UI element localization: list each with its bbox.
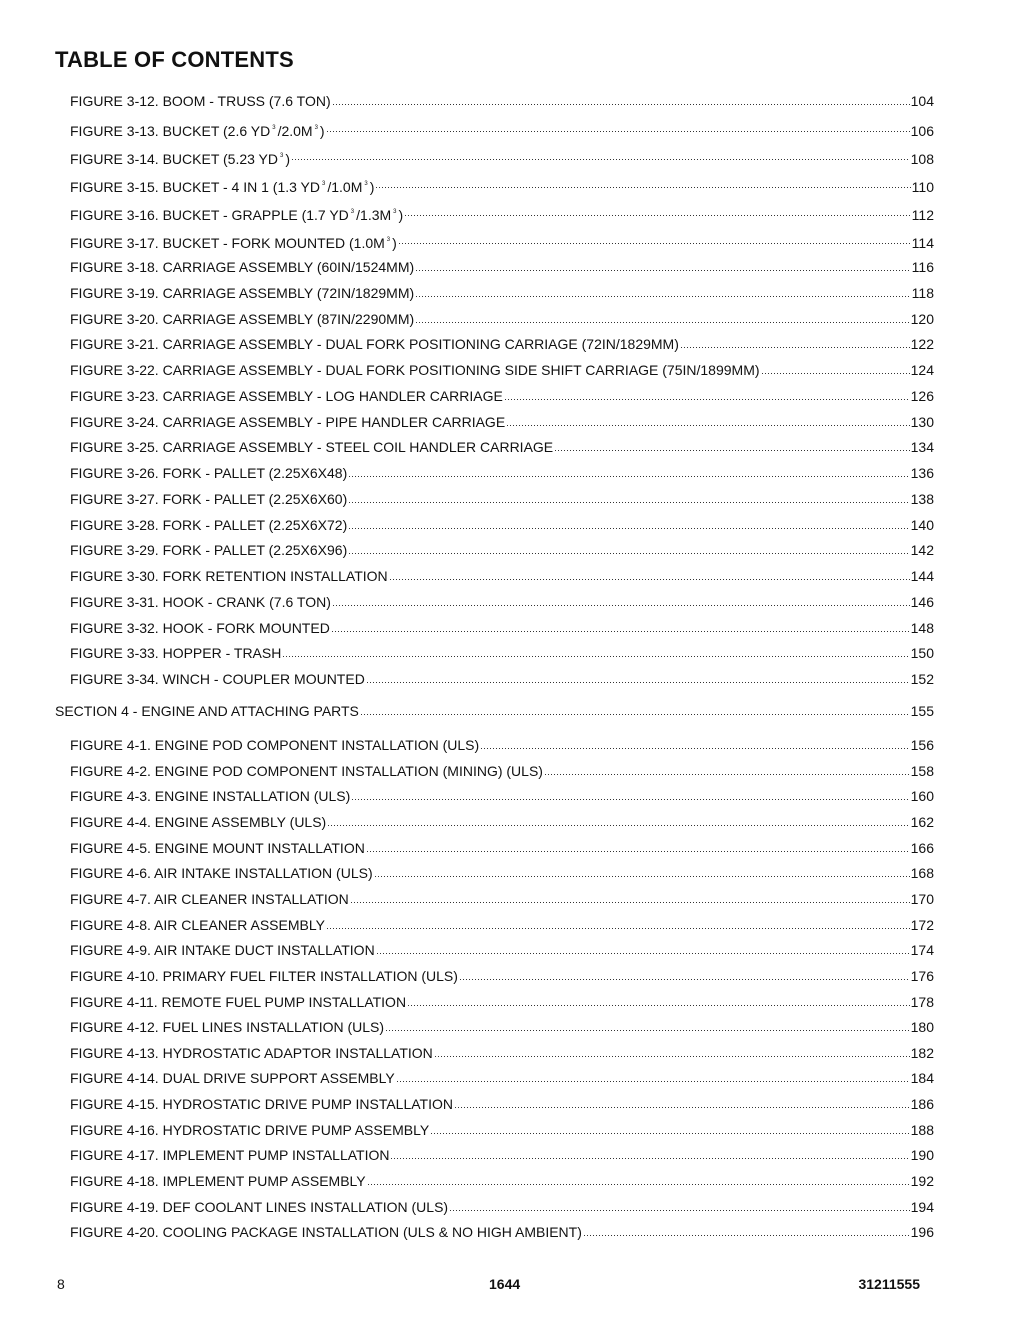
toc-figure-entry[interactable] (70, 1120, 934, 1140)
toc-entry-page-number: 110 (911, 179, 934, 195)
toc-figure-entry[interactable] (70, 566, 934, 586)
dot-leader (506, 424, 909, 427)
toc-figure-entry[interactable] (70, 992, 934, 1012)
toc-figure-entry[interactable] (70, 669, 934, 689)
toc-figure-entry[interactable] (70, 1171, 934, 1191)
dot-leader (366, 681, 910, 684)
toc-entry-label: FIGURE 4-3. ENGINE INSTALLATION (ULS) (70, 788, 351, 805)
toc-figure-entry[interactable] (70, 437, 934, 457)
toc-entry-label: SECTION 4 - ENGINE AND ATTACHING PARTS (55, 703, 359, 719)
toc-figure-entry[interactable] (70, 386, 934, 406)
toc-entry-page-number: 152 (910, 671, 934, 687)
toc-entry-page-number: 116 (911, 259, 934, 275)
toc-entry-label: FIGURE 3-21. CARRIAGE ASSEMBLY - DUAL FORK POSITIONING CARRIAGE (72IN/1829MM) (70, 336, 679, 353)
dot-leader (583, 1234, 910, 1237)
toc-entry-page-number: 155 (910, 703, 934, 719)
toc-entry-page-number: 160 (910, 788, 934, 805)
toc-figure-entry[interactable] (70, 863, 934, 883)
toc-entry-label: FIGURE 3-25. CARRIAGE ASSEMBLY - STEEL COIL HANDLER CARRIAGE (70, 439, 554, 456)
toc-entry-page-number: 192 (910, 1173, 934, 1190)
dot-leader (544, 773, 910, 776)
toc-entry-page-number: 146 (910, 593, 934, 610)
dot-leader (348, 552, 909, 555)
footer-document-number: 31211555 (858, 1276, 920, 1292)
toc-figure-entry[interactable] (70, 1043, 934, 1063)
toc-entry-label: FIGURE 3-23. CARRIAGE ASSEMBLY - LOG HANDLER CARRIAGE (70, 387, 503, 404)
toc-entry-page-number: 166 (910, 839, 934, 856)
toc-entry-label: FIGURE 4-13. HYDROSTATIC ADAPTOR INSTALLATION (70, 1044, 433, 1061)
toc-entry-label: FIGURE 4-2. ENGINE POD COMPONENT INSTALLATION (MINING) (ULS) (70, 762, 543, 779)
toc-entry-label: FIGURE 4-11. REMOTE FUEL PUMP INSTALLATION (70, 993, 407, 1010)
toc-figure-entry[interactable] (70, 412, 934, 432)
toc-entry-page-number: 144 (910, 568, 934, 584)
toc-figure-entry[interactable] (70, 202, 934, 222)
dot-leader (454, 1106, 910, 1109)
toc-entry-page-number: 106 (910, 123, 934, 139)
toc-figure-entry[interactable] (70, 91, 934, 111)
dot-leader (351, 798, 909, 801)
toc-entry-label: FIGURE 3-34. WINCH - COUPLER MOUNTED (70, 671, 365, 687)
toc-entry-label: FIGURE 4-15. HYDROSTATIC DRIVE PUMP INSTALLATION (70, 1096, 453, 1113)
toc-figure-entry[interactable] (70, 1145, 934, 1165)
toc-entry-label: FIGURE 4-9. AIR INTAKE DUCT INSTALLATION (70, 942, 375, 959)
toc-entry-page-number: 118 (911, 284, 934, 301)
toc-figure-entry[interactable] (70, 618, 934, 638)
toc-entry-page-number: 138 (910, 490, 934, 507)
toc-entry-page-number: 134 (910, 439, 934, 456)
toc-entry-page-number: 108 (910, 151, 934, 167)
toc-entry-label: FIGURE 3-26. FORK - PALLET (2.25X6X48) (70, 465, 348, 481)
dot-leader (348, 527, 909, 530)
toc-entry-label: FIGURE 4-10. PRIMARY FUEL FILTER INSTALLATION (ULS) (70, 967, 458, 984)
dot-leader (415, 269, 911, 272)
toc-entry-label: FIGURE 3-15. BUCKET - 4 IN 1 (1.3 YD $^3$ /1.0M $^3$ ) (70, 179, 375, 195)
toc-entry-page-number: 162 (910, 813, 934, 830)
dot-leader (326, 130, 910, 133)
toc-figure-entry[interactable] (70, 1094, 934, 1114)
toc-entry-page-number: 176 (910, 967, 934, 984)
toc-figure-entry[interactable] (70, 1197, 934, 1217)
toc-entry-page-number: 186 (910, 1096, 934, 1113)
toc-entry-label: FIGURE 3-18. CARRIAGE ASSEMBLY (60IN/1524MM) (70, 259, 415, 275)
dot-leader (407, 1004, 910, 1007)
dot-leader (360, 713, 910, 716)
toc-figure-entry[interactable] (70, 515, 934, 535)
toc-entry-page-number: 170 (910, 890, 934, 907)
toc-entry-label: FIGURE 3-33. HOPPER - TRASH (70, 645, 282, 662)
toc-entry-page-number: 126 (910, 387, 934, 404)
toc-entry-label: FIGURE 3-16. BUCKET - GRAPPLE (1.7 YD $^3$ /1.3M $^3$ ) (70, 207, 404, 223)
dot-leader (459, 978, 910, 981)
dot-leader (680, 346, 910, 349)
toc-entry-label: FIGURE 3-17. BUCKET - FORK MOUNTED (1.0M $^3$ ) (70, 235, 397, 251)
toc-entry-label: FIGURE 3-29. FORK - PALLET (2.25X6X96) (70, 542, 348, 559)
dot-leader (348, 501, 909, 504)
dot-leader (366, 850, 910, 853)
toc-entry-label: FIGURE 4-4. ENGINE ASSEMBLY (ULS) (70, 813, 327, 830)
dot-leader (326, 927, 910, 930)
toc-figure-entry[interactable] (70, 966, 934, 986)
toc-entry-label: FIGURE 3-14. BUCKET (5.23 YD $^3$ ) (70, 151, 291, 167)
toc-figure-entry[interactable] (70, 1222, 934, 1242)
toc-entry-label: FIGURE 4-17. IMPLEMENT PUMP INSTALLATION (70, 1147, 390, 1164)
toc-figure-entry[interactable] (70, 812, 934, 832)
toc-entry-page-number: 122 (910, 336, 934, 353)
toc-figure-entry[interactable] (70, 540, 934, 560)
toc-section-entry[interactable] (55, 701, 934, 721)
toc-figure-entry[interactable] (70, 174, 934, 194)
toc-figure-entry[interactable] (70, 838, 934, 858)
toc-figure-entry[interactable] (70, 786, 934, 806)
toc-figure-entry[interactable] (70, 1068, 934, 1088)
footer-model-number: 1644 (489, 1276, 521, 1292)
toc-entry-page-number: 156 (910, 737, 934, 753)
toc-entry-label: FIGURE 4-14. DUAL DRIVE SUPPORT ASSEMBLY (70, 1070, 395, 1087)
toc-entry-page-number: 148 (910, 619, 934, 636)
toc-entry-label: FIGURE 3-12. BOOM - TRUSS (7.6 TON) (70, 93, 331, 109)
toc-figure-entry[interactable] (70, 257, 934, 277)
toc-figure-entry[interactable] (70, 118, 934, 138)
toc-entry-page-number: 142 (910, 542, 934, 559)
toc-entry-page-number: 130 (910, 413, 934, 430)
toc-entry-page-number: 194 (910, 1198, 934, 1215)
dot-leader (375, 186, 910, 189)
toc-entry-label: FIGURE 4-19. DEF COOLANT LINES INSTALLATION (ULS) (70, 1198, 449, 1215)
toc-entry-page-number: 168 (910, 865, 934, 882)
toc-figure-entry[interactable] (70, 940, 934, 960)
toc-entry-page-number: 136 (910, 465, 934, 481)
dot-leader (554, 449, 910, 452)
toc-entry-label: FIGURE 4-12. FUEL LINES INSTALLATION (ULS) (70, 1019, 385, 1036)
dot-leader (348, 475, 909, 478)
toc-entry-page-number: 140 (910, 516, 934, 533)
toc-entry-page-number: 120 (910, 310, 934, 327)
toc-entry-page-number: 196 (910, 1224, 934, 1241)
toc-entry-label: FIGURE 3-32. HOOK - FORK MOUNTED (70, 619, 330, 636)
toc-entry-label: FIGURE 3-13. BUCKET (2.6 YD $^3$ /2.0M $^3$ ) (70, 123, 325, 139)
dot-leader (434, 1055, 910, 1058)
dot-leader (480, 747, 909, 750)
toc-entry-label: FIGURE 4-7. AIR CLEANER INSTALLATION (70, 890, 349, 907)
toc-figure-entry[interactable] (70, 735, 934, 755)
dot-leader (415, 295, 911, 298)
toc-entry-page-number: 112 (911, 207, 934, 223)
toc-entry-page-number: 114 (911, 235, 934, 251)
toc-entry-page-number: 188 (910, 1121, 934, 1138)
dot-leader (332, 604, 910, 607)
dot-leader (291, 158, 910, 161)
toc-entry-label: FIGURE 3-31. HOOK - CRANK (7.6 TON) (70, 593, 331, 610)
toc-figure-entry[interactable] (70, 146, 934, 166)
dot-leader (374, 875, 910, 878)
toc-entry-label: FIGURE 4-16. HYDROSTATIC DRIVE PUMP ASSEMBLY (70, 1121, 430, 1138)
toc-entry-page-number: 182 (910, 1044, 934, 1061)
page-title: TABLE OF CONTENTS (55, 47, 294, 72)
toc-entry-page-number: 150 (910, 645, 934, 662)
toc-figure-entry[interactable] (70, 463, 934, 483)
dot-leader (404, 214, 911, 217)
footer-page-number: 8 (57, 1276, 65, 1292)
toc-entry-label: FIGURE 4-20. COOLING PACKAGE INSTALLATION (ULS & NO HIGH AMBIENT) (70, 1224, 582, 1241)
toc-figure-entry[interactable] (70, 334, 934, 354)
toc-entry-page-number: 104 (910, 93, 934, 109)
toc-entry-label: FIGURE 3-20. CARRIAGE ASSEMBLY (87IN/2290MM) (70, 310, 415, 327)
dot-leader (385, 1029, 910, 1032)
dot-leader (398, 242, 911, 245)
toc-figure-entry[interactable] (70, 915, 934, 935)
dot-leader (396, 1080, 910, 1083)
toc-figure-entry[interactable] (70, 309, 934, 329)
toc-entry-page-number: 158 (910, 762, 934, 779)
toc-figure-entry[interactable] (70, 1017, 934, 1037)
dot-leader (761, 372, 910, 375)
toc-entry-label: FIGURE 3-30. FORK RETENTION INSTALLATION (70, 568, 388, 584)
toc-entry-label: FIGURE 4-5. ENGINE MOUNT INSTALLATION (70, 839, 365, 856)
dot-leader (367, 1183, 910, 1186)
page-footer (0, 1276, 1024, 1296)
dot-leader (390, 1157, 909, 1160)
toc-entry-page-number: 180 (910, 1019, 934, 1036)
toc-entry-page-number: 190 (910, 1147, 934, 1164)
toc-figure-entry[interactable] (70, 592, 934, 612)
toc-entry-label: FIGURE 4-8. AIR CLEANER ASSEMBLY (70, 916, 325, 933)
dot-leader (327, 824, 909, 827)
dot-leader (350, 901, 910, 904)
toc-figure-entry[interactable] (70, 889, 934, 909)
dot-leader (504, 398, 910, 401)
toc-figure-entry[interactable] (70, 643, 934, 663)
dot-leader (332, 103, 910, 106)
toc-entry-page-number: 178 (910, 993, 934, 1010)
toc-entry-label: FIGURE 3-27. FORK - PALLET (2.25X6X60) (70, 490, 348, 507)
toc-figure-entry[interactable] (70, 761, 934, 781)
toc-entry-label: FIGURE 3-19. CARRIAGE ASSEMBLY (72IN/1829MM) (70, 284, 415, 301)
toc-entry-label: FIGURE 4-6. AIR INTAKE INSTALLATION (ULS) (70, 865, 373, 882)
dot-leader (282, 655, 909, 658)
toc-figure-entry[interactable] (70, 230, 934, 250)
toc-entry-page-number: 174 (910, 942, 934, 959)
toc-entry-page-number: 184 (910, 1070, 934, 1087)
toc-entry-label: FIGURE 3-22. CARRIAGE ASSEMBLY - DUAL FORK POSITIONING SIDE SHIFT CARRIAGE (75IN/1899MM) (70, 362, 760, 378)
toc-entry-page-number: 124 (910, 362, 934, 378)
toc-entry-page-number: 172 (910, 916, 934, 933)
dot-leader (389, 578, 910, 581)
toc-figure-entry[interactable] (70, 360, 934, 380)
toc-entry-label: FIGURE 4-18. IMPLEMENT PUMP ASSEMBLY (70, 1173, 366, 1190)
toc-figure-entry[interactable] (70, 489, 934, 509)
dot-leader (415, 321, 909, 324)
toc-figure-entry[interactable] (70, 283, 934, 303)
dot-leader (449, 1209, 910, 1212)
dot-leader (430, 1132, 909, 1135)
dot-leader (376, 952, 910, 955)
toc-entry-label: FIGURE 3-24. CARRIAGE ASSEMBLY - PIPE HANDLER CARRIAGE (70, 413, 506, 430)
dot-leader (331, 630, 910, 633)
toc-entry-label: FIGURE 3-28. FORK - PALLET (2.25X6X72) (70, 516, 348, 533)
toc-entry-label: FIGURE 4-1. ENGINE POD COMPONENT INSTALLATION (ULS) (70, 737, 480, 753)
